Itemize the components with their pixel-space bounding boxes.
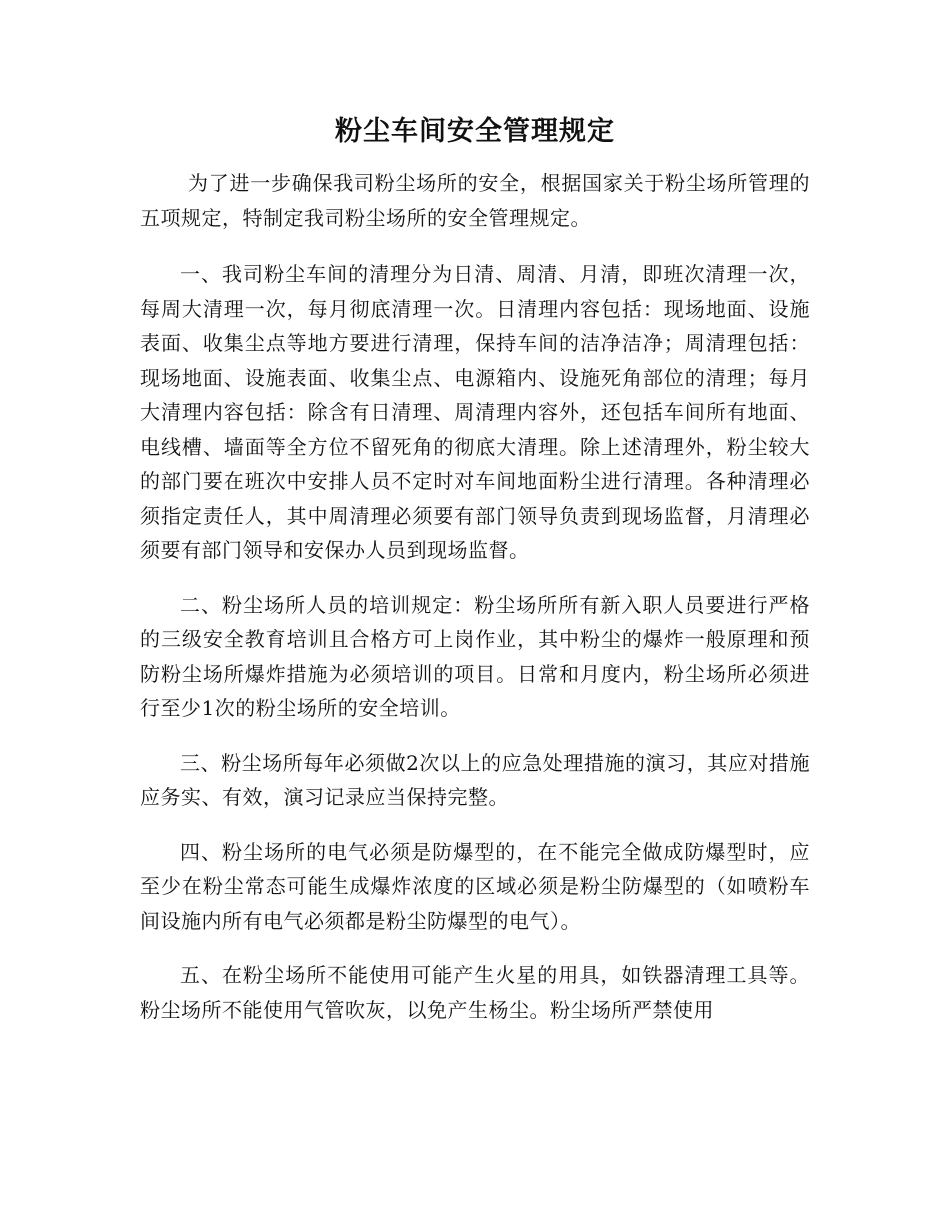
intro-paragraph: 为了进一步确保我司粉尘场所的安全，根据国家关于粉尘场所管理的五项规定，特制定我司粉尘场所的安全管理规定。 xyxy=(140,171,810,230)
document-title: 粉尘车间安全管理规定 xyxy=(335,116,615,147)
section-5-tools-paragraph: 五、在粉尘场所不能使用可能产生火星的用具，如铁器清理工具等。粉尘场所不能使用气管吹灰，以免产生杨尘。粉尘场所严禁使用 xyxy=(140,963,810,1022)
section-1-cleaning-paragraph: 一、我司粉尘车间的清理分为日清、周清、月清，即班次清理一次，每周大清理一次，每月彻底清理一次。日清理内容包括：现场地面、设施表面、收集尘点等地方要进行清理，保持车间的洁净洁净；周清理包括：现场地面、设施表面、收集尘点、电源箱内、设施死角部位的清理；每月大清理内容包括：除含有日清理、周清理内容外，还包括车间所有地面、电线槽、墙面等全方位不留死角的彻底大清理。除上述清理外，粉尘较大的部门要在班次中安排人员不定时对车间地面粉尘进行清理。各种清理必须指定责任人，其中周清理必须要有部门领导负责到现场监督，月清理必须要有部门领导和安保办人员到现场监督。 xyxy=(140,262,810,562)
section-4-electrical-paragraph: 四、粉尘场所的电气必须是防爆型的，在不能完全做成防爆型时，应至少在粉尘常态可能生成爆炸浓度的区域必须是粉尘防爆型的（如喷粉车间设施内所有电气必须都是粉尘防爆型的电气）。 xyxy=(140,839,810,933)
document-body xyxy=(140,112,810,1047)
section-3-drill-paragraph: 三、粉尘场所每年必须做2次以上的应急处理措施的演习，其应对措施应务实、有效，演习记录应当保持完整。 xyxy=(140,750,810,809)
section-2-training-paragraph: 二、粉尘场所人员的培训规定：粉尘场所所有新入职人员要进行严格的三级安全教育培训且合格方可上岗作业，其中粉尘的爆炸一般原理和预防粉尘场所爆炸措施为必须培训的项目。日常和月度内，粉尘场所必须进行至少1次的粉尘场所的安全培训。 xyxy=(140,592,810,720)
